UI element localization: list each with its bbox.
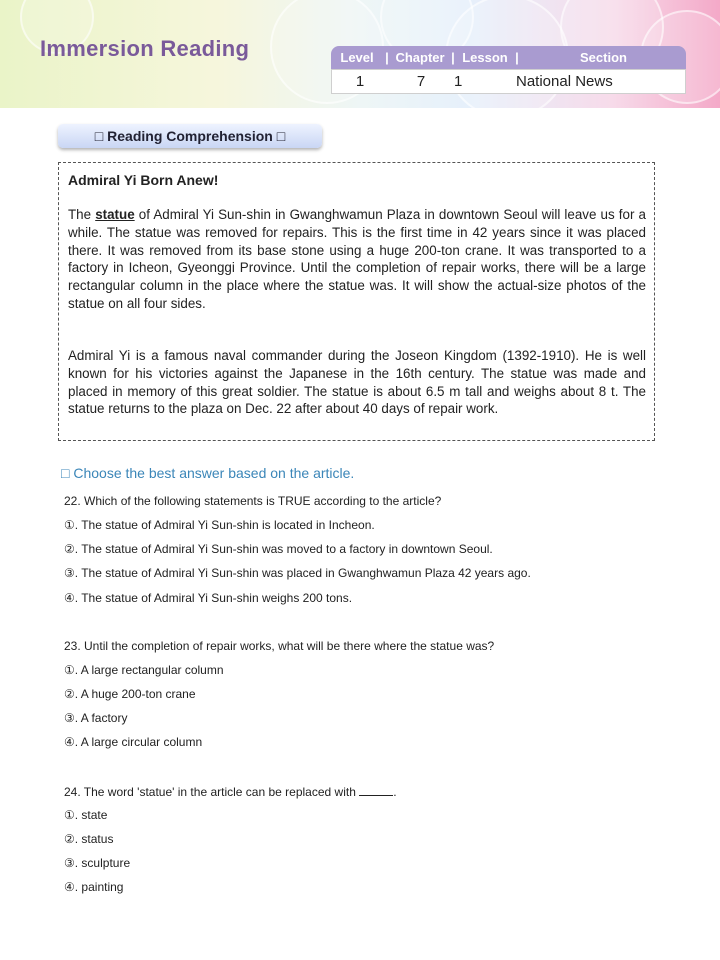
lesson-info-table [331, 46, 686, 94]
section-value: National News [516, 73, 613, 90]
lesson-value: 1 [454, 73, 463, 90]
answer-option[interactable]: ③. The statue of Admiral Yi Sun-shin was placed in Gwanghwamun Plaza 42 years ago. [64, 566, 531, 580]
section-label: Reading Comprehension [107, 128, 273, 144]
chapter-header: Chapter [395, 50, 445, 65]
answer-option[interactable]: ④. painting [64, 880, 124, 894]
divider: | [515, 50, 519, 65]
keyword-statue: statue [95, 207, 135, 222]
article-box [58, 162, 655, 441]
answer-option[interactable]: ②. The statue of Admiral Yi Sun-shin was moved to a factory in downtown Seoul. [64, 542, 493, 556]
question-24 [64, 784, 397, 799]
section-marker-icon: □ [94, 128, 108, 144]
answer-option[interactable]: ④. A large circular column [64, 735, 203, 749]
answer-option[interactable]: ④. The statue of Admiral Yi Sun-shin weighs 200 tons. [64, 591, 353, 605]
section-label-pill [58, 124, 322, 148]
article-paragraph-2: Admiral Yi is a famous naval commander during the Joseon Kingdom (1392-1910). He is well known for his victories against the Japanese in the 16th century. The statue was made and placed in memory of this great soldier. The statue is about 6.5 m tall and weighs about 8 t. The statue returns to the plaza on Dec. 22 after about 40 days of repair work. [68, 348, 646, 417]
question-22: 22. Which of the following statements is TRUE according to the article? [64, 494, 442, 508]
brand-logo: Immersion Reading [40, 36, 250, 61]
section-header: Section [580, 50, 627, 65]
instruction [61, 465, 354, 481]
answer-option[interactable]: ③. sculpture [64, 856, 131, 870]
lesson-header: Lesson [462, 50, 508, 65]
instruction-text: Choose the best answer based on the article. [73, 465, 355, 481]
lesson-info-values [331, 69, 686, 94]
answer-option[interactable]: ②. A huge 200-ton crane [64, 687, 196, 701]
level-header: Level [340, 50, 374, 65]
question-23: 23. Until the completion of repair works, what will be there where the statue was? [64, 639, 495, 653]
instruction-marker-icon: □ [61, 465, 74, 481]
article-title: Admiral Yi Born Anew! [68, 172, 219, 188]
header-banner [0, 0, 720, 108]
answer-option[interactable]: ①. state [64, 808, 108, 822]
answer-option[interactable]: ②. status [64, 832, 114, 846]
article-paragraph-1 [68, 206, 646, 313]
question-text-end: . [393, 785, 397, 799]
chapter-value: 7 [416, 73, 426, 90]
answer-option[interactable]: ①. A large rectangular column [64, 663, 224, 677]
paragraph-text: of Admiral Yi Sun-shin in Gwanghwamun Plaza in downtown Seoul will leave us for a while. The statue was removed for repairs. This is the first time in 42 years since it was placed there. It was removed from its base stone using a huge 200-ton crane. It was transported to a factory in Icheon, Gyeonggi Province. Until the completion of repair works, there will be a large rectangular column in the place where the statue was. It will show the actual-size photos of the statue on all four sides. [68, 207, 646, 311]
divider: | [451, 50, 455, 65]
question-text: 24. The word 'statue' in the article can be replaced with [64, 785, 360, 799]
paragraph-text: The [68, 207, 96, 222]
lesson-info-header [331, 46, 686, 69]
section-marker-icon: □ [272, 128, 286, 144]
divider: | [385, 50, 389, 65]
answer-blank [359, 784, 393, 796]
answer-option[interactable]: ①. The statue of Admiral Yi Sun-shin is located in Incheon. [64, 518, 375, 532]
answer-option[interactable]: ③. A factory [64, 711, 128, 725]
level-value: 1 [355, 73, 365, 90]
